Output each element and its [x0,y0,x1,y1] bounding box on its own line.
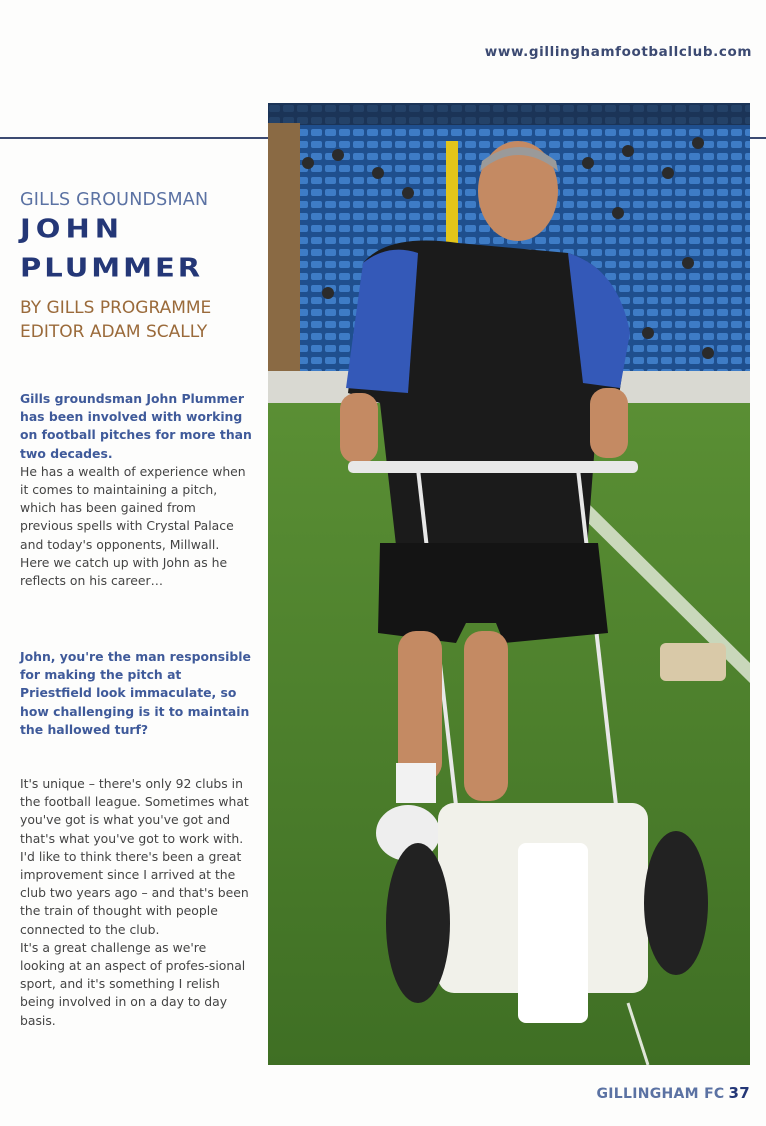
page-number: 37 [728,1084,750,1102]
interview-answer [20,775,252,1030]
intro-paragraph-2: Here we catch up with John as he reflects on his career… [20,554,228,589]
headline-last-name: PLUMMER [20,252,204,283]
answer-paragraph-2: I'd like to think there's been a great improvement since I arrived at the club two years ago – and that's been the train of thought with people connected to the club. [20,848,249,937]
groundsman-photo [268,103,750,1065]
answer-paragraph-1: It's unique – there's only 92 clubs in the football league. Sometimes what you've got is what you've got and that's what you've got to work with. [20,776,249,846]
answer-paragraph-3: It's a great challenge as we're looking at an aspect of profes-sional sport, and it's something I relish being involved in on a day to day basis. [20,939,246,1028]
interview-question [20,648,252,739]
page-footer [596,1084,750,1102]
article-kicker: GILLS GROUNDSMAN [20,190,209,210]
photo-illustration [268,103,750,1065]
article-intro [20,390,252,590]
byline-line-2: EDITOR ADAM SCALLY [20,322,208,342]
lead-paragraph: Gills groundsman John Plummer has been involved with working on football pitches for more than two decades. [20,391,252,461]
byline [20,296,260,344]
byline-line-1: BY GILLS PROGRAMME [20,298,212,318]
footer-club-name: GILLINGHAM FC [596,1086,725,1102]
intro-paragraph: He has a wealth of experience when it comes to maintaining a pitch, which has been gained from previous spells with Crystal Palace and today's opponents, Millwall. [20,463,246,552]
website-url: www.gillinghamfootballclub.com [484,44,752,60]
headline-first-name: JOHN [20,213,124,244]
question-1: John, you're the man responsible for making the pitch at Priestfield look immaculate, so how challenging is it to maintain the hallowed turf? [20,649,251,737]
